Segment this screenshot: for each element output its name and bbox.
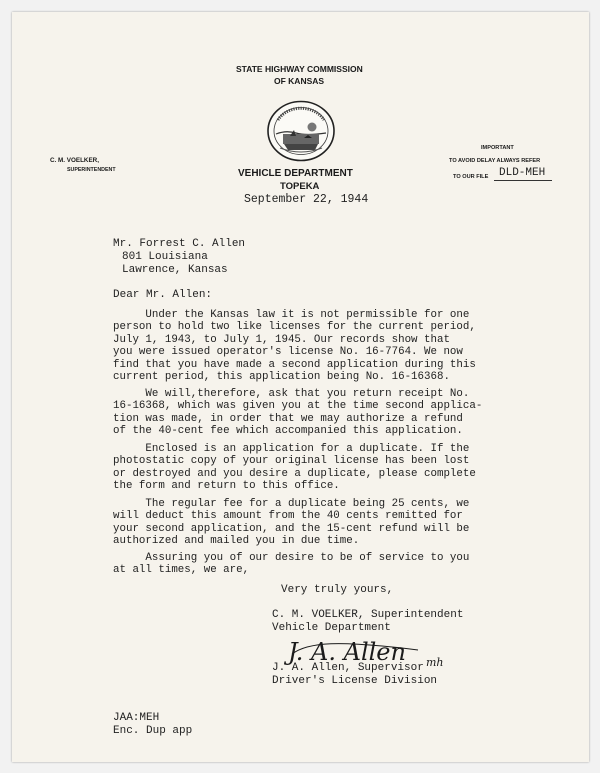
- important-label: IMPORTANT: [481, 145, 514, 151]
- commission-line2: OF KANSAS: [274, 76, 325, 86]
- enclosure-note: Enc. Dup app: [113, 725, 193, 737]
- file-reference: DLD-MEH: [499, 167, 546, 179]
- signer-line: J. A. Allen, Supervisor: [272, 662, 424, 674]
- body-paragraph-1: Under the Kansas law it is not permissible for one person to hold two like licenses for the current period, July 1, 1943, to July 1, 1945. Our records show that you were issued operator's license No. 16-7764. We now find that you have made a second application during this current period, this application being No. 16-16368.: [113, 309, 476, 384]
- typist-initials: JAA:MEH: [113, 712, 160, 724]
- recipient-city: Lawrence, Kansas: [122, 264, 228, 276]
- recipient-street: 801 Louisiana: [122, 251, 208, 263]
- department-heading: VEHICLE DEPARTMENT: [238, 168, 353, 179]
- body-paragraph-3: Enclosed is an application for a duplicate. If the photostatic copy of your original license has been lost or destroyed and you desire a duplicate, please complete the form and return to this office.: [113, 443, 476, 493]
- body-paragraph-4: The regular fee for a duplicate being 25 cents, we will deduct this amount from the 40 cents remitted for your second application, and the 15-cent refund will be authorized and mailed you in due time.: [113, 498, 470, 548]
- division-line: Driver's License Division: [272, 675, 438, 687]
- salutation: Dear Mr. Allen:: [113, 289, 213, 301]
- kansas-seal-icon: [266, 100, 336, 162]
- commission-line1: STATE HIGHWAY COMMISSION: [236, 64, 363, 74]
- left-title: SUPERINTENDENT: [67, 167, 116, 173]
- left-name: C. M. VOELKER,: [50, 157, 99, 164]
- superintendent-line: C. M. VOELKER, Superintendent: [272, 609, 464, 621]
- department-line: Vehicle Department: [272, 622, 391, 634]
- file-underline: [494, 180, 552, 181]
- signature-initials: mh: [426, 656, 444, 669]
- our-file-label: TO OUR FILE: [453, 174, 489, 180]
- recipient-name: Mr. Forrest C. Allen: [113, 238, 246, 250]
- letter-date: September 22, 1944: [244, 193, 369, 206]
- avoid-delay-note: TO AVOID DELAY ALWAYS REFER: [449, 158, 541, 164]
- signature-text: J. A. Allen: [288, 638, 406, 666]
- complimentary-close: Very truly yours,: [281, 584, 394, 596]
- city-heading: TOPEKA: [280, 181, 320, 192]
- body-paragraph-5: Assuring you of our desire to be of service to you at all times, we are,: [113, 552, 470, 577]
- body-paragraph-2: We will,therefore, ask that you return receipt No. 16-16368, which was given you at the time second applica- tion was made, in order that we may authorize a refund of the 40-cent fee which accompanied this application.: [113, 388, 483, 438]
